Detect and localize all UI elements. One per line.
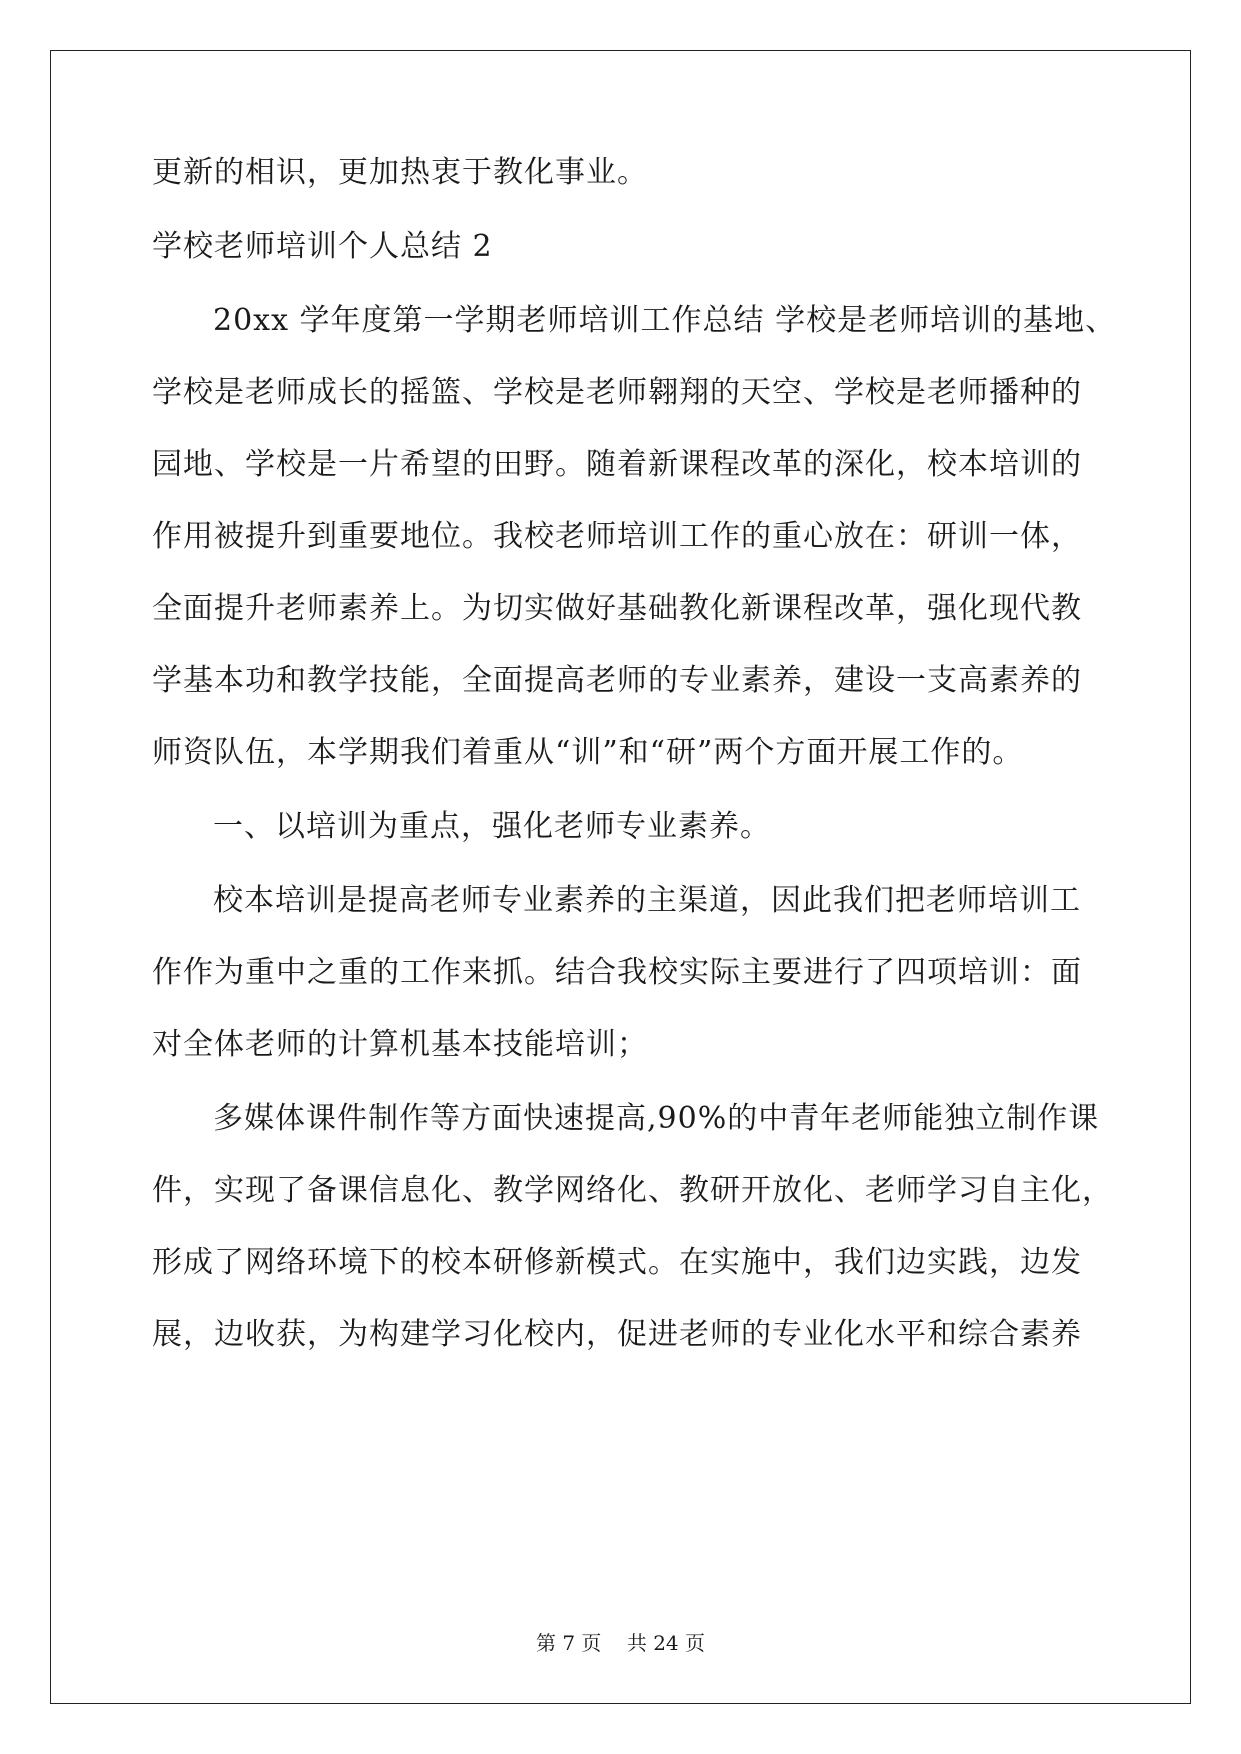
text-line: 园地、学校是一片希望的田野。随着新课程改革的深化，校本培训的: [152, 447, 1082, 482]
text-line: 作作为重中之重的工作来抓。结合我校实际主要进行了四项培训：面: [152, 955, 1082, 990]
page-border: [50, 50, 1191, 1704]
text-line: 20xx 学年度第一学期老师培训工作总结 学校是老师培训的基地、: [213, 303, 1117, 338]
text-line: 师资队伍，本学期我们着重从“训”和“研”两个方面开展工作的。: [152, 735, 1024, 770]
text-line: 对全体老师的计算机基本技能培训；: [152, 1027, 648, 1062]
text-line: 展，边收获，为构建学习化校内，促进老师的专业化水平和综合素养: [152, 1317, 1082, 1352]
text-line: 校本培训是提高老师专业素养的主渠道，因此我们把老师培训工: [213, 883, 1081, 918]
text-line: 全面提升老师素养上。为切实做好基础教化新课程改革，强化现代教: [152, 591, 1082, 626]
text-line: 学基本功和教学技能，全面提高老师的专业素养，建设一支高素养的: [152, 663, 1082, 698]
text-line: 形成了网络环境下的校本研修新模式。在实施中，我们边实践，边发: [152, 1245, 1082, 1280]
text-line: 多媒体课件制作等方面快速提高,90%的中青年老师能独立制作课: [213, 1101, 1100, 1136]
text-line: 更新的相识，更加热衷于教化事业。: [152, 155, 648, 190]
text-line: 作用被提升到重要地位。我校老师培训工作的重心放在：研训一体，: [152, 519, 1082, 554]
section-heading: 学校老师培训个人总结 2: [152, 229, 493, 264]
text-line: 一、以培训为重点，强化老师专业素养。: [213, 809, 771, 844]
text-line: 学校是老师成长的摇篮、学校是老师翱翔的天空、学校是老师播种的: [152, 375, 1082, 410]
page-number: 第 7 页 共 24 页: [535, 1631, 706, 1655]
text-line: 件，实现了备课信息化、教学网络化、教研开放化、老师学习自主化，: [152, 1173, 1113, 1208]
